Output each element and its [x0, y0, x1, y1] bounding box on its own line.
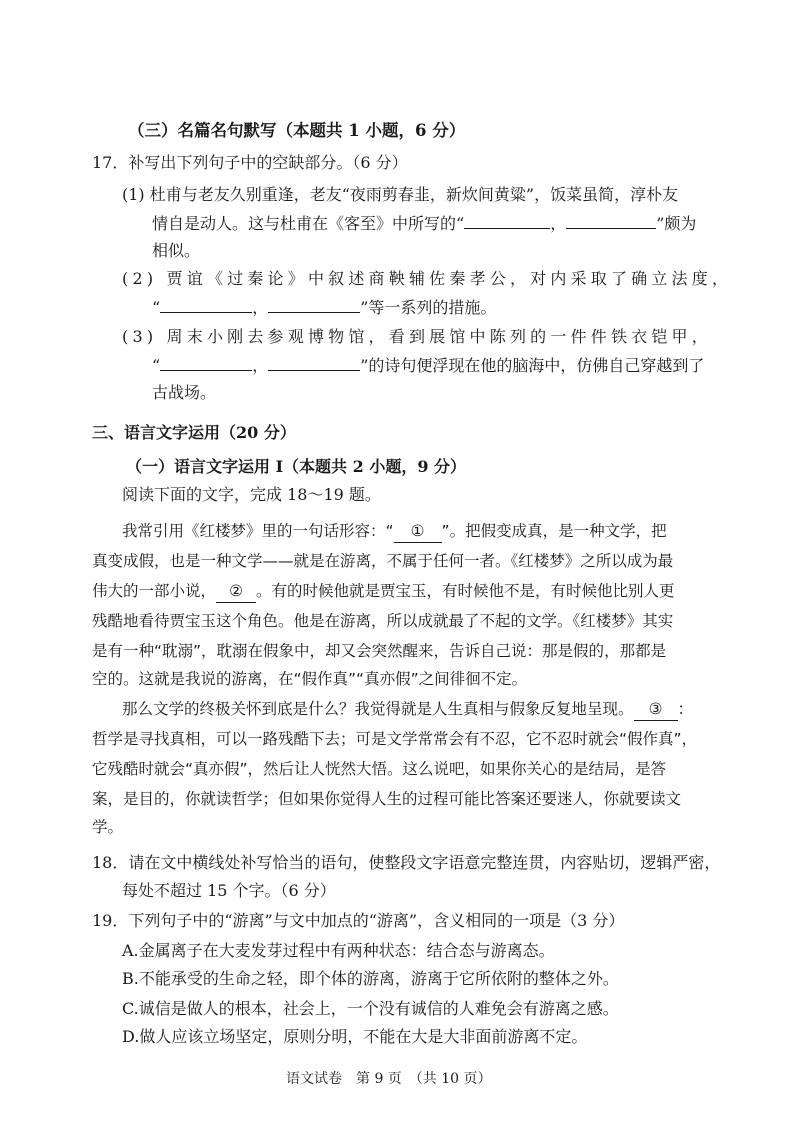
- question-19-option-c[interactable]: C.诚信是做人的根本，社会上，一个没有诚信的人难免会有游离之感。: [122, 999, 619, 1018]
- passage-text: ”。把假变成真，是一种文学，把: [441, 522, 667, 540]
- question-19-option-b[interactable]: B.不能承受的生命之轻，即个体的游离，游离于它所依附的整体之外。: [122, 969, 619, 988]
- sub3-text-a: “: [152, 356, 161, 375]
- sub1-text-c: ”颇为: [656, 214, 697, 233]
- question-17-sub1-line1: (1) 杜甫与老友久别重逢，老友“夜雨剪春韭，新炊间黄粱”，饭菜虽简，淳朴友: [122, 185, 679, 204]
- question-19-stem: 19．下列句子中的“游离”与文中加点的“游离”，含义相同的一项是（3 分）: [92, 911, 625, 930]
- question-17-sub3-line3: 古战场。: [152, 383, 217, 402]
- question-17-stem: 17．补写出下列句子中的空缺部分。（6 分）: [92, 153, 408, 172]
- passage-p2-line1: [122, 698, 693, 721]
- passage-p1-line6: 空的。这就是我说的游离，在“假作真”“真亦假”之间徘徊不定。: [92, 670, 528, 688]
- passage-p1-line2: 真变成假，也是一种文学——就是在游离，不属于任何一者。《红楼梦》之所以成为最: [92, 552, 674, 570]
- answer-blank[interactable]: [268, 354, 360, 371]
- passage-p1-line3: [92, 580, 675, 603]
- part-3-sub-heading: （一）语言文字运用 I（本题共 2 小题，9 分）: [126, 457, 467, 476]
- question-17-sub1-line3: 相似。: [152, 241, 201, 260]
- question-19-option-d[interactable]: D.做人应该立场坚定，原则分明，不能在大是大非面前游离不定。: [122, 1027, 588, 1046]
- page-footer: 语文试卷 第 9 页 （共 10 页）: [286, 1071, 492, 1087]
- question-17-sub3-line2: [152, 354, 704, 377]
- sub3-text-b: ，: [252, 356, 269, 375]
- passage-p2-line4: 案，是目的，你就读哲学；但如果你觉得人生的过程可能比答案还要迷人，你就要读文: [92, 790, 682, 808]
- sub2-text-b: ，: [252, 298, 269, 317]
- answer-blank[interactable]: [268, 296, 360, 313]
- passage-text: ：: [677, 700, 694, 718]
- sub2-text-a: “: [152, 298, 161, 317]
- sub2-text-c: ”等一系列的措施。: [360, 298, 497, 317]
- blank-marker-1[interactable]: ①: [394, 520, 442, 543]
- blank-marker-3[interactable]: ③: [634, 698, 678, 721]
- sub1-text-b: ，: [550, 214, 567, 233]
- passage-p1-line1: [122, 520, 667, 543]
- question-17-sub2-line1: (2) 贾谊《过秦论》中叙述商鞅辅佐秦孝公，对内采取了确立法度，: [122, 269, 733, 288]
- passage-p1-line5: 是有一种“耽溺”，耽溺在假象中，却又会突然醒来，告诉自己说：那是假的，那都是: [92, 642, 667, 660]
- answer-blank[interactable]: [566, 212, 656, 229]
- reading-instruction: 阅读下面的文字，完成 18～19 题。: [122, 485, 381, 504]
- sub3-text-c: ”的诗句便浮现在他的脑海中，仿佛自己穿越到了: [360, 356, 705, 375]
- passage-p1-line4: 残酷地看待贾宝玉这个角色。他是在游离，所以成就最了不起的文学。《红楼梦》其实: [92, 612, 674, 630]
- passage-text: 我常引用《红楼梦》里的一句话形容：“: [122, 522, 394, 540]
- answer-blank[interactable]: [464, 212, 550, 229]
- question-17-sub3-line1: (3) 周末小刚去参观博物馆，看到展馆中陈列的一件件铁衣铠甲，: [122, 327, 712, 346]
- question-19-option-a[interactable]: A.金属离子在大麦发芽过程中有两种状态：结合态与游离态。: [122, 941, 555, 960]
- question-18-line1: 18．请在文中横线处补写恰当的语句，使整段文字语意完整连贯，内容贴切，逻辑严密，: [92, 853, 721, 872]
- passage-text: 那么文学的终极关怀到底是什么？我觉得就是人生真相与假象反复地呈现。: [122, 700, 634, 718]
- passage-text: 伟大的一部小说，: [92, 582, 217, 600]
- passage-p2-line3: 它残酷时就会“真亦假”，然后让人恍然大悟。这么说吧，如果你关心的是结局，是答: [92, 760, 667, 778]
- section-heading-famous-lines: （三）名篇名句默写（本题共 1 小题，6 分）: [128, 121, 466, 140]
- passage-p2-line5: 学。: [92, 818, 124, 836]
- part-3-heading: 三、语言文字运用（20 分）: [92, 423, 296, 442]
- blank-marker-2[interactable]: ②: [216, 580, 256, 603]
- passage-p2-line2: 哲学是寻找真相，可以一路残酷下去；可是文学常常会有不忍，它不忍时就会“假作真”，: [92, 730, 698, 748]
- question-17-sub1-line2: [152, 212, 696, 235]
- answer-blank[interactable]: [160, 354, 252, 371]
- question-18-line2: 每处不超过 15 个字。（6 分）: [122, 881, 336, 900]
- sub1-text-a: 情自是动人。这与杜甫在《客至》中所写的“: [152, 214, 465, 233]
- answer-blank[interactable]: [160, 296, 252, 313]
- passage-text: 。有的时候他就是贾宝玉，有时候他不是，有时候他比别人更: [256, 582, 675, 600]
- question-17-sub2-line2: [152, 296, 496, 319]
